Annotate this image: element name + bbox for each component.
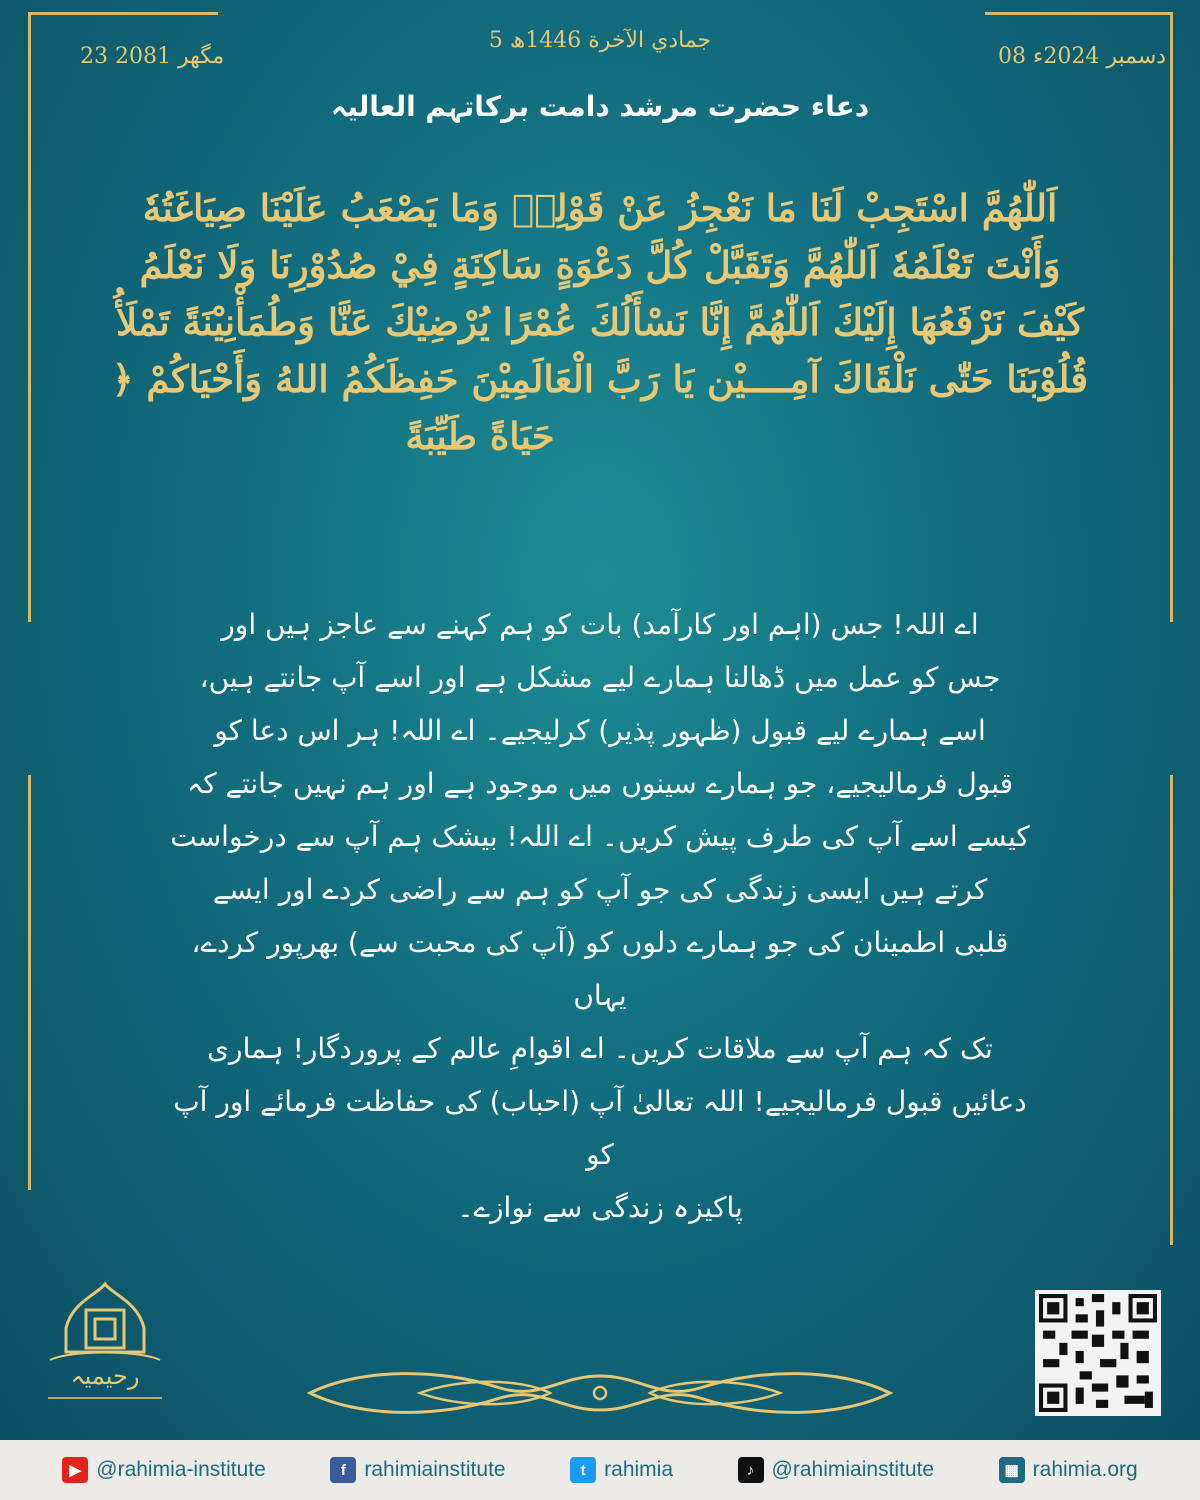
facebook-link[interactable] (330, 1457, 505, 1483)
rahimia-logo (40, 1280, 170, 1415)
urdu-line: دعائیں قبول فرمالیجیے! اللہ تعالیٰ آپ (احباب) کی حفاظت فرمائے اور آپ کو (173, 1085, 1027, 1171)
frame-right-lower (1170, 775, 1173, 1245)
arabic-line: حَيَاةً طَيِّبَةً (405, 414, 555, 458)
social-footer (0, 1440, 1200, 1500)
frame-top-right (985, 12, 1173, 15)
hijri-date: 5 جمادي الآخرة 1446ھ (488, 28, 712, 53)
page-title: دعاء حضرت مرشد دامت برکاتہم العالیہ (330, 90, 870, 123)
urdu-line: قبول فرمالیجیے، جو ہمارے سینوں میں موجود ہے اور ہم نہیں جانتے کہ (186, 767, 1014, 800)
gregorian-date: 08 دسمبر 2024ء (998, 44, 1167, 69)
urdu-line: اسے ہمارے لیے قبول (ظہور پذیر) کرلیجیے۔ اے اللہ! ہر اس دعا کو (214, 714, 986, 747)
bikrami-date: 23 مگھر 2081 (80, 44, 225, 69)
twitter-link[interactable] (570, 1457, 673, 1483)
twitter-handle: rahimia (604, 1458, 673, 1481)
urdu-line: تک کہ ہم آپ سے ملاقات کریں۔ اے اقوامِ عالم کے پروردگار! ہماری (207, 1032, 993, 1065)
tiktok-link[interactable] (738, 1457, 935, 1483)
urdu-line: کرتے ہیں ایسی زندگی کی جو آپ کو ہم سے راضی کردے اور ایسے (212, 873, 988, 906)
urdu-line: پاکیزہ زندگی سے نوازے۔ (457, 1191, 743, 1224)
urdu-line: قلبی اطمینان کی جو ہمارے دلوں کو (آپ کی محبت سے) بھرپور کردے، یہاں (191, 926, 1009, 1012)
arabic-line: وَأَنْتَ تَعْلَمُهٗ اَللّٰهُمَّ وَتَقَبَّلْ كُلَّ دَعْوَةٍ سَاكِنَةٍ فِيْ صُدُوْرِنَا وَلَا نَعْلَمُ (139, 243, 1061, 287)
decorative-ornament (300, 1368, 900, 1418)
tiktok-icon: ♪ (738, 1457, 764, 1483)
qr-code[interactable] (1035, 1290, 1161, 1416)
frame-left-lower (28, 775, 31, 1190)
arabic-line: اَللّٰهُمَّ اسْتَجِبْ لَنَا مَا نَعْجِزُ عَنْ قَوْلِهٖ وَمَا يَصْعَبُ عَلَيْنَا صِيَاغَتُهٗ (142, 186, 1058, 230)
youtube-link[interactable] (62, 1457, 266, 1483)
logo-text: رحیمیہ (70, 1362, 140, 1390)
website-link[interactable] (999, 1457, 1138, 1483)
web-icon: ▦ (999, 1457, 1025, 1483)
urdu-translation (170, 598, 1030, 1234)
tiktok-handle: @rahimiainstitute (771, 1458, 935, 1481)
urdu-line: اے اللہ! جس (اہم اور کارآمد) بات کو ہم کہنے سے عاجز ہیں اور (221, 608, 979, 641)
arabic-line: قُلُوْبَنَا حَتّٰى نَلْقَاكَ آمِــــيْن يَا رَبَّ الْعَالَمِيْنَ حَفِظَكُمُ اللهُ وَأَحْيَاكُمْ ﴿ (111, 357, 1089, 401)
urdu-line: جس کو عمل میں ڈھالنا ہمارے لیے مشکل ہے اور اسے آپ جانتے ہیں، (199, 661, 1001, 694)
frame-top-left (28, 12, 218, 15)
facebook-icon: f (330, 1457, 356, 1483)
arabic-line: كَيْفَ نَرْفَعُهَا إِلَيْكَ اَللّٰهُمَّ إِنَّا نَسْأَلُكَ عُمْرًا يُرْضِيْكَ عَنَّا وَطُمَأْنِيْنَةً تَمْلَأُ (115, 300, 1085, 344)
youtube-icon: ▶ (62, 1457, 88, 1483)
youtube-handle: @rahimia-institute (96, 1458, 266, 1481)
facebook-handle: rahimiainstitute (364, 1458, 506, 1481)
website-url: rahimia.org (1032, 1458, 1138, 1481)
arabic-prayer (110, 180, 1090, 465)
twitter-icon: t (570, 1457, 596, 1483)
urdu-line: کیسے اسے آپ کی طرف پیش کریں۔ اے اللہ! بیشک ہم آپ سے درخواست (170, 820, 1030, 853)
qr-code-icon (1039, 1294, 1157, 1412)
